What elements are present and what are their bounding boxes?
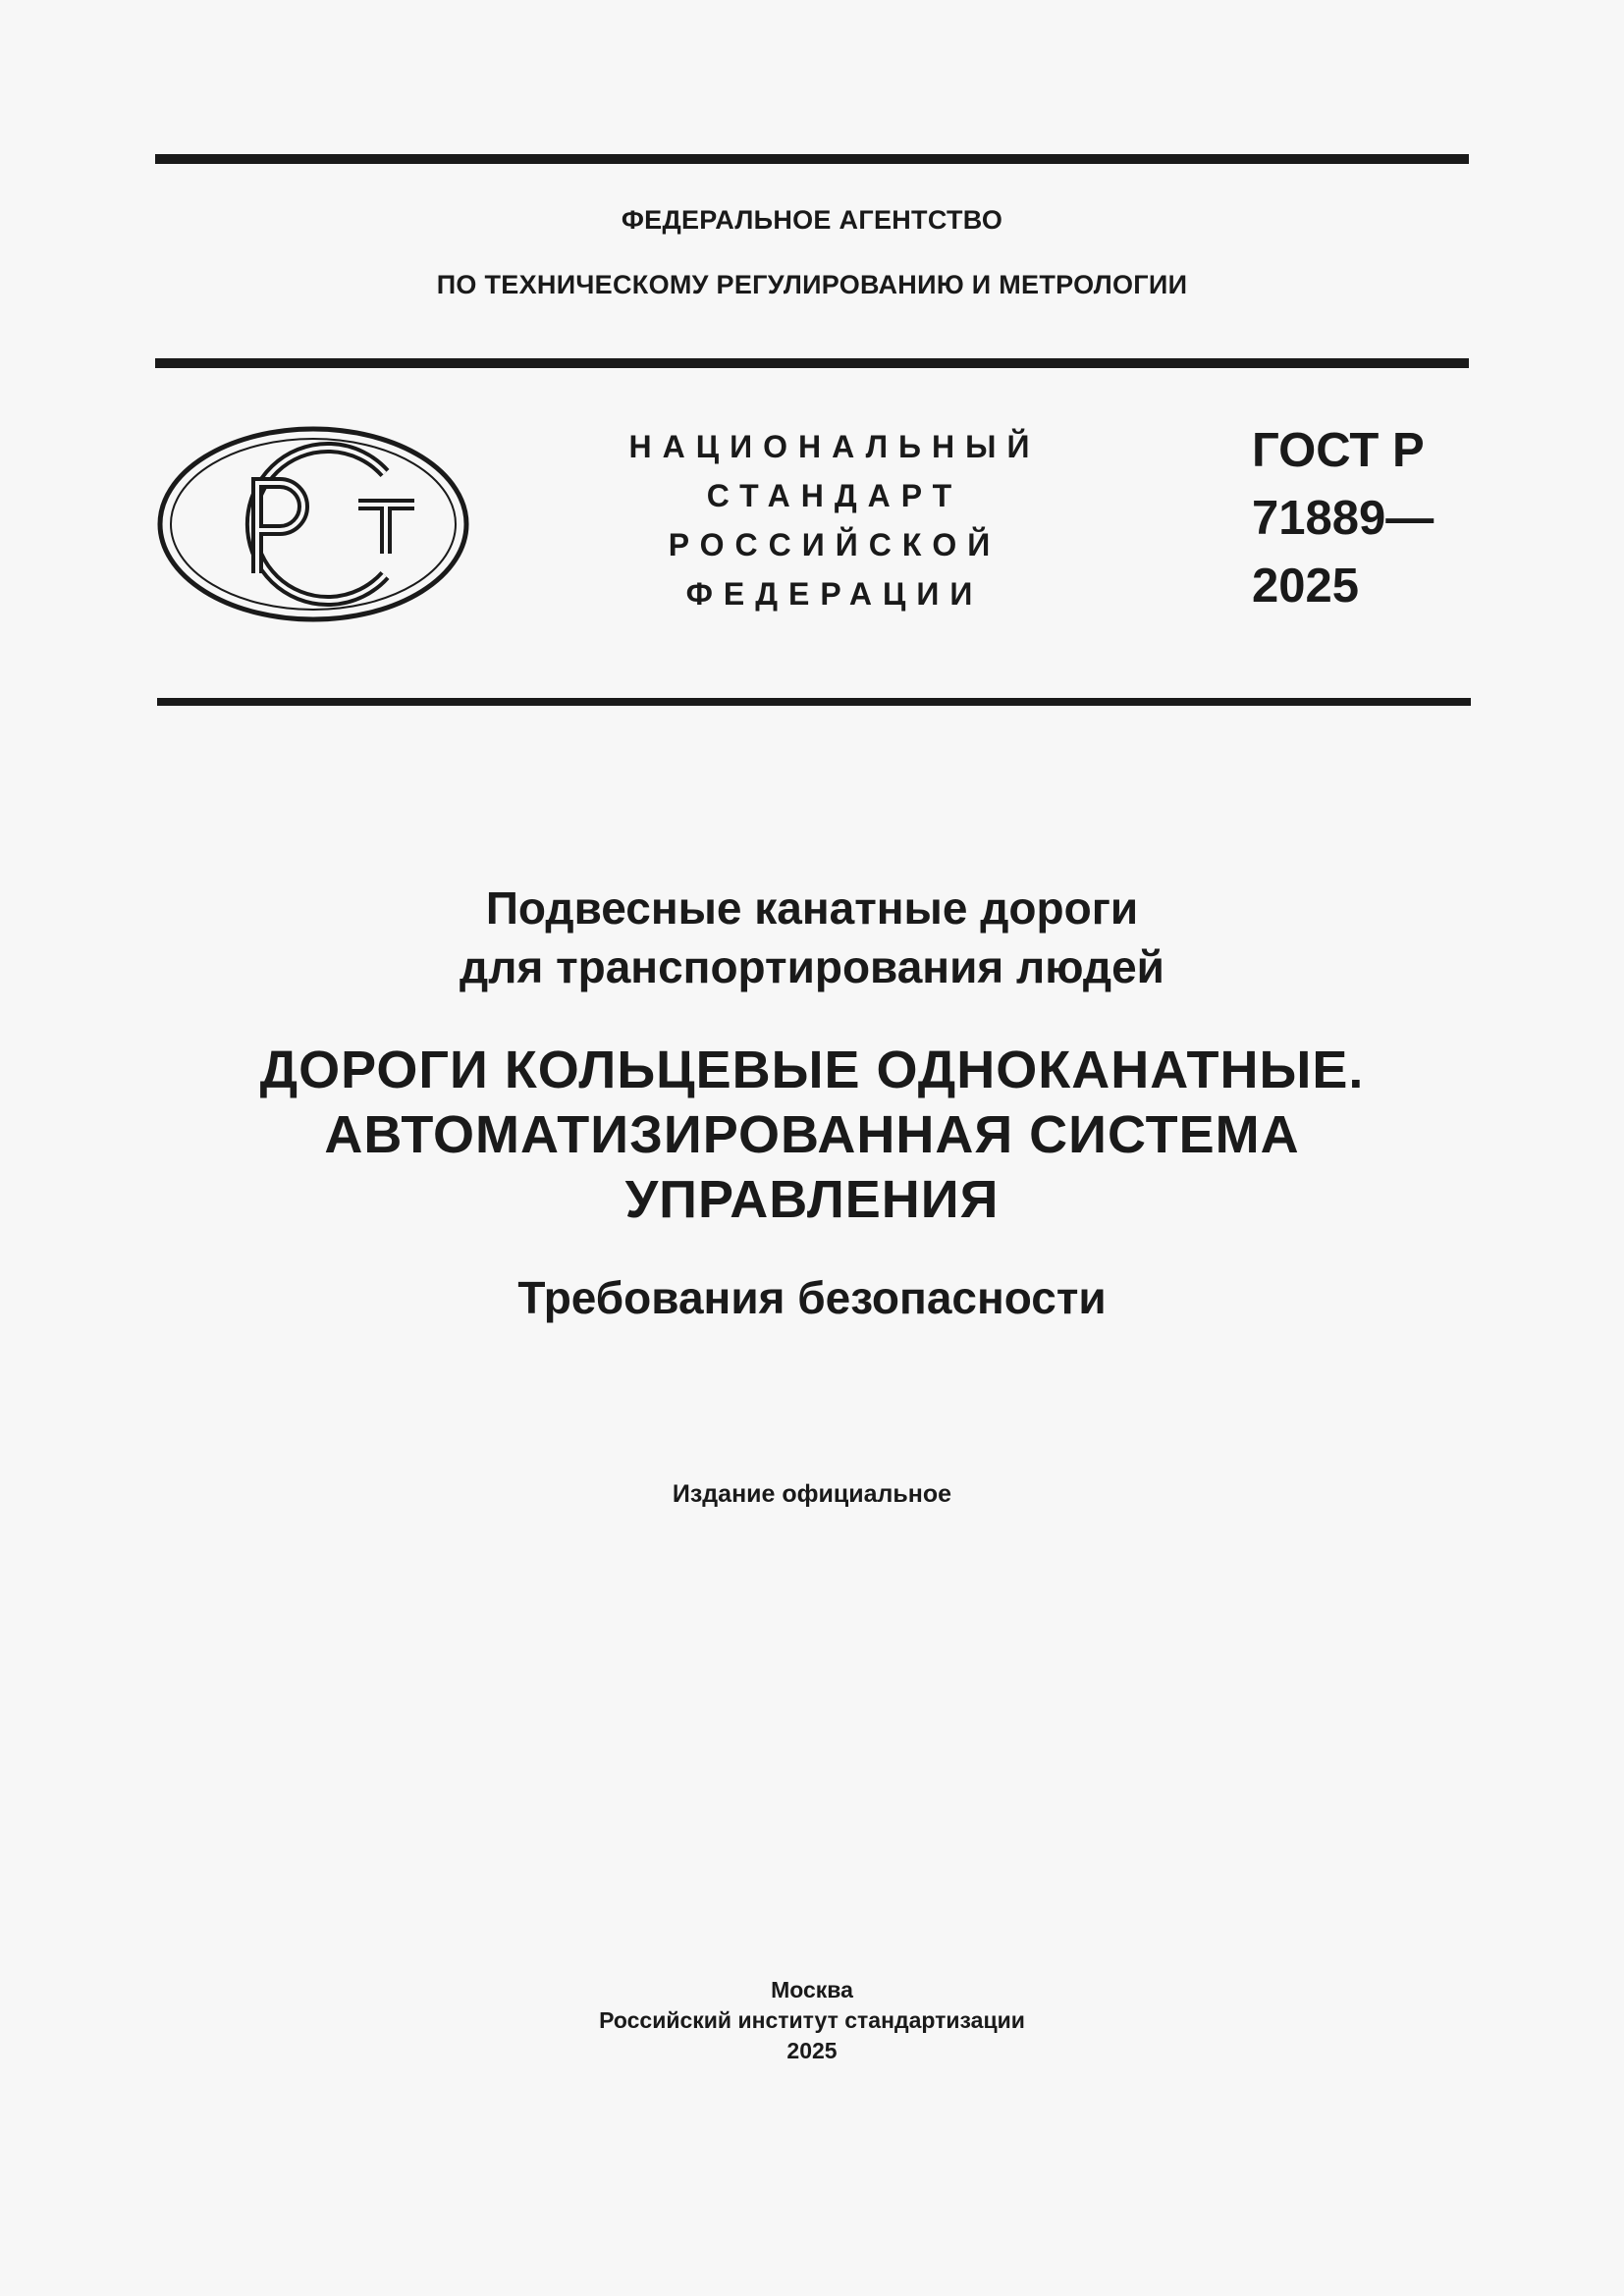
subtitle-line: для транспортирования людей <box>460 941 1164 992</box>
imprint-city: Москва <box>771 1977 853 2002</box>
title-line: УПРАВЛЕНИЯ <box>624 1170 1000 1229</box>
agency-name-line-2: ПО ТЕХНИЧЕСКОМУ РЕГУЛИРОВАНИЮ И МЕТРОЛОГИИ <box>436 270 1188 299</box>
standard-type-line: НАЦИОНАЛЬНЫЙ <box>628 429 1041 464</box>
document-subtitle <box>0 879 1624 996</box>
title-line: ДОРОГИ КОЛЬЦЕВЫЕ ОДНОКАНАТНЫЕ. <box>259 1041 1365 1099</box>
document-requirements-title: Требования безопасности <box>517 1272 1107 1323</box>
standard-designation <box>1252 417 1434 620</box>
imprint-publisher: Российский институт стандартизации <box>599 2007 1025 2033</box>
subtitle-line: Подвесные канатные дороги <box>485 882 1139 934</box>
designation-line: 71889— <box>1252 492 1435 545</box>
bottom-header-rule <box>157 698 1471 706</box>
middle-rule <box>155 358 1469 368</box>
title-line: АВТОМАТИЗИРОВАННАЯ СИСТЕМА <box>324 1105 1300 1164</box>
agency-name-line-1: ФЕДЕРАЛЬНОЕ АГЕНТСТВО <box>621 205 1003 235</box>
designation-line: ГОСТ Р <box>1252 424 1425 477</box>
imprint-year: 2025 <box>786 2038 838 2063</box>
rst-certification-mark-icon <box>157 426 469 622</box>
standard-type-line: ФЕДЕРАЦИИ <box>685 576 984 612</box>
publisher-imprint <box>0 1975 1624 2066</box>
document-title <box>0 1038 1624 1232</box>
designation-line: 2025 <box>1252 560 1360 613</box>
edition-label: Издание официальное <box>672 1480 952 1508</box>
standard-type-block <box>589 422 1080 618</box>
standard-type-line: СТАНДАРТ <box>706 478 963 513</box>
standard-type-line: РОССИЙСКОЙ <box>668 527 1001 562</box>
top-rule <box>155 154 1469 164</box>
